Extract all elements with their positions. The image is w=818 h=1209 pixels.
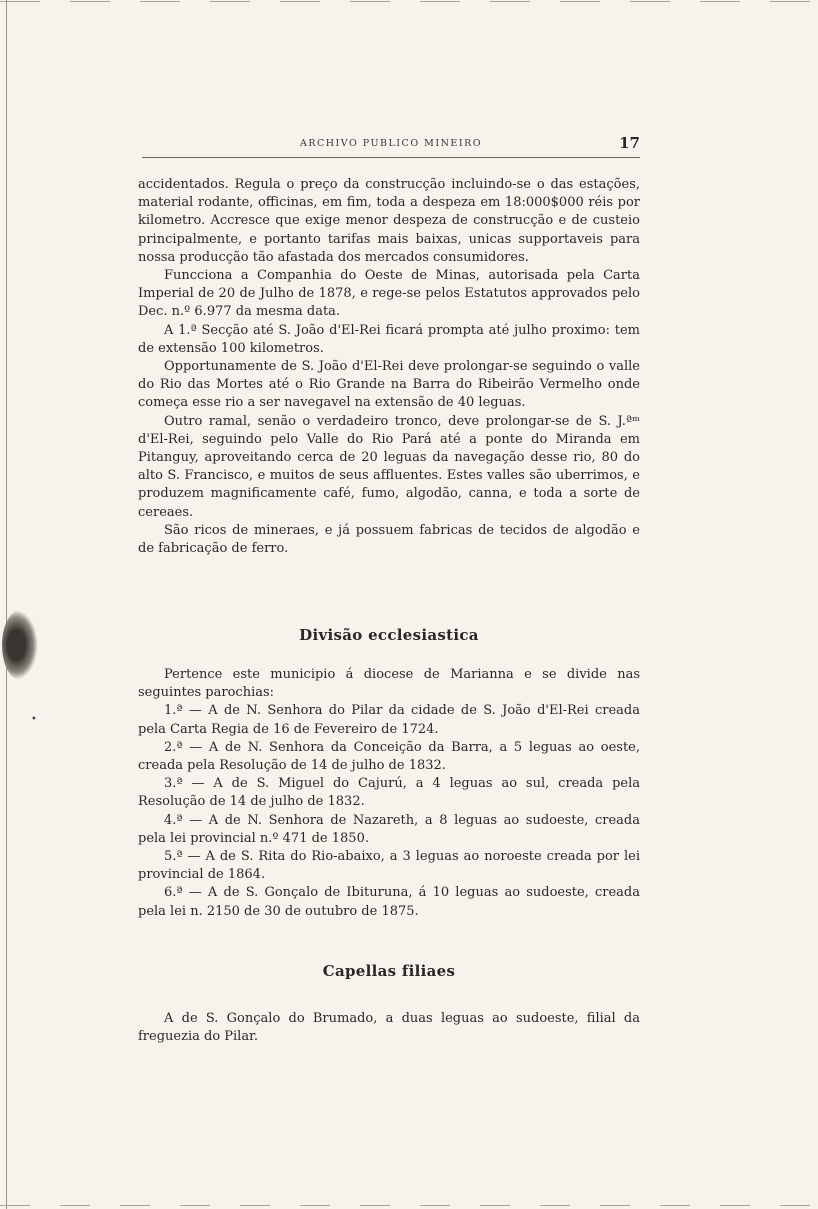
paragraph: accidentados. Regula o preço da construcção incluindo-se o das estações, material rodante, officinas, em fim, toda a despeza em 18:000$000 réis por kilometro. Accresce que exige menor despeza de construcção e de custeio principalmente, e portanto tarifas mais baixas, unicas supportaveis para nossa producção tão afastada dos mercados consumidores.: [138, 177, 640, 265]
section-heading-capellas: Capellas filiaes: [322, 962, 456, 980]
parish-item: 6.ª — A de S. Gonçalo de Ibituruna, á 10 leguas ao sudoeste, creada pela lei n. 2150 de 30 de outubro de 1875.: [138, 885, 640, 919]
page-header: [142, 134, 640, 154]
paragraph: Funcciona a Companhia do Oeste de Minas, autorisada pela Carta Imperial de 20 de Julho de 1878, e rege-se pelos Estatutos approvados pelo Dec. n.º 6.977 da mesma data.: [138, 268, 640, 320]
header-rule: [142, 157, 640, 158]
running-title: ARCHIVO PUBLICO MINEIRO: [299, 138, 483, 149]
paragraph: A de S. Gonçalo do Brumado, a duas leguas ao sudoeste, filial da freguezia do Pilar.: [138, 1011, 640, 1045]
paragraph: Outro ramal, senão o verdadeiro tronco, deve prolongar-se de S. J.ªᵐ d'El-Rei, seguindo pelo Valle do Rio Pará até a ponte do Miranda em Pitanguy, aproveitando cerca de 20 leguas da navegação desse rio, 80 do alto S. Francisco, e muitos de seus affluentes. Estes valles são uberrimos, e produzem magnificamente café, fumo, algodão, canna, e toda a sorte de cereaes.: [138, 413, 640, 520]
parish-item: 5.ª — A de S. Rita do Rio-abaixo, a 3 leguas ao noroeste creada por lei provincial de 1864.: [138, 849, 640, 883]
page-edge-left: [6, 0, 7, 1209]
parish-item: 1.ª — A de N. Senhora do Pilar da cidade de S. João d'El-Rei creada pela Carta Regia de 16 de Fevereiro de 1724.: [138, 703, 640, 737]
body-text-capellas: [138, 1010, 640, 1046]
body-text-top: [138, 176, 640, 558]
margin-mark: •: [31, 714, 37, 725]
paragraph: A 1.ª Secção até S. João d'El-Rei ficará prompta até julho proximo: tem de extensão 100 kilometros.: [138, 322, 640, 356]
parish-item: 4.ª — A de N. Senhora de Nazareth, a 8 leguas ao sudoeste, creada pela lei provincial n.º 471 de 1850.: [138, 812, 640, 846]
parish-item: 3.ª — A de S. Miguel do Cajurú, a 4 leguas ao sul, creada pela Resolução de 14 de julho de 1832.: [138, 776, 640, 810]
page-edge-top: [0, 1, 818, 2]
binding-hole-mark: [2, 610, 38, 680]
paragraph: Pertence este municipio á diocese de Marianna e se divide nas seguintes parochias:: [138, 667, 640, 701]
section-heading-divisao: Divisão ecclesiastica: [299, 626, 479, 644]
page-edge-bottom: [0, 1205, 818, 1206]
body-text-divisao: [138, 666, 640, 921]
paragraph: Opportunamente de S. João d'El-Rei deve prolongar-se seguindo o valle do Rio das Mortes até o Rio Grande na Barra do Ribeirão Vermelho onde começa esse rio a ser navegavel na extensão de 40 leguas.: [138, 359, 640, 411]
paragraph: São ricos de mineraes, e já possuem fabricas de tecidos de algodão e de fabricação de ferro.: [138, 522, 640, 557]
parish-item: 2.ª — A de N. Senhora da Conceição da Barra, a 5 leguas ao oeste, creada pela Resolução de 14 de julho de 1832.: [138, 739, 640, 774]
page-number: 17: [619, 134, 640, 152]
